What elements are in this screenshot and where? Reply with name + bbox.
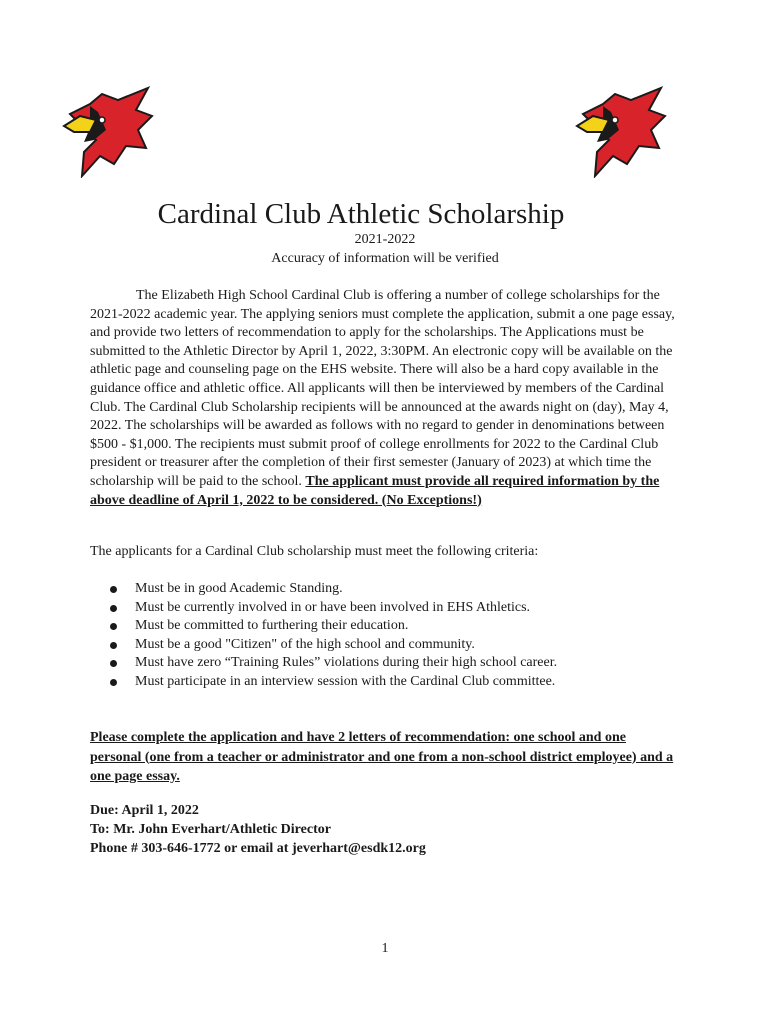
criteria-list	[108, 580, 557, 692]
list-item-text: Must be in good Academic Standing.	[135, 581, 343, 596]
cardinal-logo-left	[60, 86, 156, 178]
academic-year: 2021-2022	[354, 232, 416, 247]
list-item-text: Must participate in an interview session with the Cardinal Club committee.	[135, 673, 556, 689]
contact-info: Phone # 303-646-1772 or email at jeverhart@esdk12.org	[90, 841, 426, 856]
bullet-icon	[110, 605, 117, 612]
page-number: 1	[381, 941, 389, 956]
list-item	[108, 673, 557, 692]
bullet-icon	[110, 679, 117, 686]
list-item	[108, 599, 557, 618]
list-item	[108, 580, 557, 599]
list-item	[108, 617, 557, 636]
list-item-text: Must be currently involved in or have been involved in EHS Athletics.	[135, 599, 531, 615]
cardinal-logo-right	[573, 86, 669, 178]
bullet-icon	[110, 642, 117, 649]
page-title	[0, 194, 770, 234]
bullet-icon	[110, 623, 117, 630]
intro-paragraph	[90, 287, 678, 510]
due-date: Due: April 1, 2022	[90, 803, 199, 818]
bullet-icon	[110, 660, 117, 667]
list-item-text: Must have zero “Training Rules” violations during their high school career.	[135, 655, 558, 671]
accuracy-note: Accuracy of information will be verified	[271, 251, 499, 266]
list-item-text: Must be a good "Citizen" of the high school and community.	[135, 636, 475, 652]
list-item	[108, 654, 557, 673]
list-item	[108, 636, 557, 655]
deadline-emphasis: The applicant must provide all required information by the above deadline of April 1, 2022 to be considered. (No Exceptions!)	[90, 473, 660, 508]
criteria-intro: The applicants for a Cardinal Club scholarship must meet the following criteria:	[90, 544, 539, 559]
bullet-icon	[110, 586, 117, 593]
recipient: To: Mr. John Everhart/Athletic Director	[90, 822, 331, 837]
intro-body: The Elizabeth High School Cardinal Club is offering a number of college scholarships for the 2021-2022 academic year. The applying seniors must complete the application, submit a one page essay, and provide two letters of recommendation to apply for the scholarships. The Applications must be submitted to the Athletic Director by April 1, 2022, 3:30PM. An electronic copy will be available on the athletic page and counseling page on the EHS website. There will also be a hard copy available in the guidance office and athletic office. All applicants will then be interviewed by members of the Cardinal Club. The Cardinal Club Scholarship recipients will be announced at the awards night on (day), May 4, 2022. The scholarships will be awarded as follows with no regard to gender in denominations between $500 - $1,000. The recipients must submit proof of college enrollments for 2022 to the Cardinal Club president or treasurer after the completion of their first semester (January of 2023) at which time the scholarship will be paid to the school.	[90, 288, 675, 489]
title-text: Cardinal Club Athletic Scholarship	[157, 198, 565, 230]
application-instructions: Please complete the application and have 2 letters of recommendation: one school and one personal (one from a teacher or administrator and one from a non-school district employee) and a one page essay.	[90, 730, 674, 784]
list-item-text: Must be committed to furthering their education.	[135, 618, 409, 634]
